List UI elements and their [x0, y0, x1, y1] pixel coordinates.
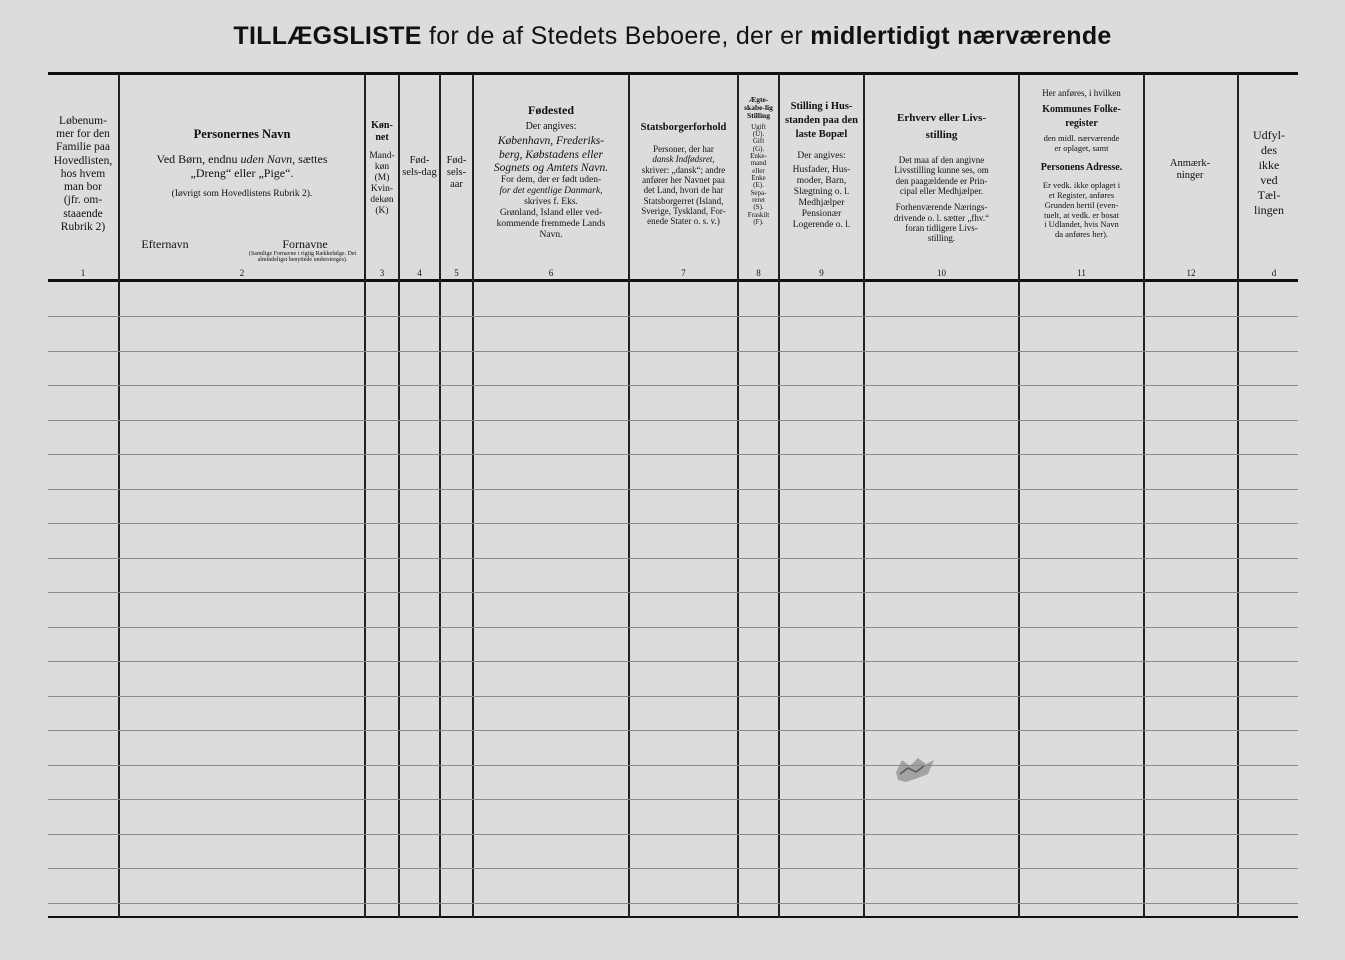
- col1-text: hos hvem: [60, 167, 106, 180]
- col10-text: Det maa af den angivne: [898, 155, 985, 165]
- col1-text: Løbenum-: [59, 115, 107, 127]
- col6-header: [474, 104, 628, 240]
- form-title: [0, 22, 1345, 51]
- col12-heading: Anmærk-ninger: [1169, 158, 1211, 182]
- col-number: 5: [454, 268, 459, 278]
- col-number: 3: [379, 268, 385, 278]
- col10-heading: Erhverv eller Livs-stilling: [897, 112, 986, 141]
- ruled-line: [48, 489, 1298, 490]
- col8-text: (S).: [753, 203, 764, 212]
- col8-text: Fraskilt: [747, 210, 770, 219]
- col3-text: (K): [375, 205, 389, 216]
- ruled-line: [48, 592, 1298, 593]
- col9-text: Husfader, Hus-: [792, 165, 851, 176]
- ruled-line: [48, 730, 1298, 731]
- col6-text: København, Frederiks-: [497, 135, 605, 148]
- bottom-rule: [48, 916, 1298, 918]
- cold-text: ikke: [1258, 158, 1280, 172]
- col6-text: For dem, der er født uden-: [500, 174, 602, 185]
- col7-text: Statsborgerret (Island,: [643, 195, 724, 206]
- col6-sub: Der angives:: [525, 120, 577, 132]
- col6-text: for det egentlige Danmark,: [499, 185, 603, 196]
- col4-heading: Fød-sels-dag: [402, 155, 437, 179]
- column-divider: [118, 74, 120, 918]
- col2-heading: Personernes Navn: [193, 127, 291, 141]
- col2-line1: [120, 153, 364, 167]
- col1-text: staaende: [63, 207, 103, 220]
- col9-text: Logerende o. l.: [792, 220, 851, 231]
- col8-text: reret: [752, 196, 765, 205]
- col6-heading: Fødested: [528, 103, 574, 117]
- cold-text: Udfyl-: [1253, 128, 1285, 142]
- col9-text: Pensionær: [801, 209, 842, 220]
- col9-heading: Stilling i Hus-standen paa den laste Bopæl: [785, 101, 858, 141]
- col2-fornavne: Fornavne: [282, 237, 328, 251]
- col3-text: dekøn: [370, 194, 394, 205]
- col11-text: Grunden hertil (even-: [1044, 199, 1119, 210]
- col10-text: Livsstilling kunne ses, om: [894, 165, 989, 176]
- col-number: 1: [80, 268, 86, 278]
- ruled-line: [48, 799, 1298, 800]
- col1-text: Hovedlisten,: [53, 154, 113, 167]
- cold-header: [1239, 128, 1299, 218]
- header-rule: [48, 279, 1298, 282]
- col7-text: enede Stater o. s. v.): [647, 216, 720, 227]
- cold-text: Tæl-: [1257, 188, 1281, 202]
- col11-text: Er vedk. ikke oplaget i: [1042, 180, 1121, 191]
- col7-text: det Land, hvori de har: [643, 185, 724, 196]
- col-number: 9: [819, 268, 824, 278]
- ruled-line: [48, 523, 1298, 524]
- column-divider: [398, 74, 400, 918]
- col2-text: uden Navn,: [240, 152, 296, 167]
- col10-text: drivende o. l. sætter „fhv.“: [893, 212, 990, 223]
- col11-text: da anføres her).: [1054, 229, 1109, 240]
- col8-text: (F).: [753, 218, 764, 227]
- ruled-line: [48, 385, 1298, 386]
- col1-header: [48, 115, 118, 234]
- col2-text: Ved Børn, endnu: [156, 152, 241, 167]
- col2-header: [120, 127, 364, 200]
- col1-text: (jfr. om-: [63, 194, 103, 207]
- col-number: 8: [756, 268, 761, 278]
- col6-text: Grønland, Island eller ved-: [499, 207, 603, 218]
- col-number: d: [1271, 268, 1277, 278]
- title-part3: midlertidigt nærværende: [810, 22, 1112, 50]
- ink-mark: [888, 752, 938, 786]
- col2-text: sættes: [295, 152, 328, 167]
- top-rule: [48, 72, 1298, 75]
- col-number: 11: [1077, 268, 1086, 278]
- col8-text: (E).: [753, 181, 764, 190]
- ruled-line: [48, 661, 1298, 662]
- col2-fornavne-note: (Samtlige Fornavne i rigtig Rækkefølge. Det almindeligst benyttede understreges).: [248, 251, 357, 263]
- col8-text: (G).: [752, 144, 765, 153]
- col3-heading: Køn-net: [371, 120, 393, 143]
- column-divider: [439, 74, 441, 918]
- col7-text: dansk Indfødsret,: [652, 154, 715, 165]
- col2-line2: „Dreng“ eller „Pige“.: [190, 166, 294, 181]
- col11-heading: Kommunes Folke-register: [1042, 104, 1121, 129]
- col8-header: [739, 96, 778, 226]
- col11-top: Her anføres, i hvilken: [1042, 88, 1121, 98]
- ruled-line: [48, 868, 1298, 869]
- col8-text: Gift: [752, 137, 765, 146]
- col9-header: [780, 100, 863, 231]
- ruled-line: [48, 316, 1298, 317]
- title-part1: TILLÆGSLISTE: [233, 22, 422, 50]
- col3-text: Mand-: [369, 151, 395, 161]
- col6-text: Sognets og Amtets Navn.: [493, 161, 609, 174]
- col-number: 10: [937, 268, 946, 278]
- col-number: 2: [239, 268, 245, 278]
- col8-text: Enke-: [750, 152, 767, 160]
- col6-text: berg, Købstadens eller: [498, 148, 604, 161]
- col7-header: [630, 122, 737, 227]
- col11-text: den midl. nærværende: [1043, 133, 1120, 144]
- col3-text: (M): [374, 172, 390, 183]
- col9-sub: Der angives:: [797, 150, 846, 161]
- col11-text: i Udlandet, hvis Navn: [1044, 219, 1119, 230]
- col1-text: man bor: [63, 181, 102, 194]
- col7-text: Personer, der har: [653, 144, 714, 155]
- col-number: 7: [681, 268, 686, 278]
- col5-heading: Fød-sels-aar: [446, 155, 467, 191]
- ruled-line: [48, 420, 1298, 421]
- col7-text: skriver: „dansk“; andre: [641, 164, 726, 175]
- col8-heading: Ægte-skabe-lig Stilling: [744, 95, 773, 120]
- ruled-line: [48, 903, 1298, 904]
- col-number: 4: [417, 268, 422, 278]
- col-number: 12: [1186, 268, 1196, 278]
- col9-text: Medhjælper: [798, 198, 845, 209]
- col10-text: cipal eller Medhjælper.: [899, 186, 984, 197]
- col1-text: mer for den: [56, 128, 110, 141]
- title-part2: for de af Stedets Beboere, der er: [428, 22, 803, 50]
- col7-heading: Statsborgerforhold: [640, 122, 727, 133]
- col6-text: kommende fremmede Lands: [496, 218, 606, 229]
- ruled-line: [48, 765, 1298, 766]
- col11-text: et Register, anføres: [1048, 190, 1115, 201]
- col3-header: [366, 120, 398, 217]
- col9-text: moder, Barn,: [796, 176, 847, 187]
- ruled-line: [48, 558, 1298, 559]
- col10-text: Forhenværende Nærings-: [895, 202, 988, 213]
- col8-text: Ugift: [751, 122, 766, 131]
- col8-text: eller: [752, 166, 765, 175]
- col9-text: Slægtning o. l.: [793, 187, 850, 198]
- cold-text: ved: [1260, 173, 1278, 187]
- ruled-line: [48, 351, 1298, 352]
- col-number: 6: [548, 268, 554, 278]
- col10-text: stilling.: [927, 233, 956, 244]
- col10-text: den paagældende er Prin-: [895, 175, 988, 186]
- col10-header: [865, 110, 1018, 244]
- col6-text: skrives f. Eks.: [524, 196, 578, 207]
- col11-heading2: Personens Adresse.: [1040, 161, 1123, 173]
- col6-text: Navn.: [539, 229, 563, 240]
- col1-text: Rubrik 2): [60, 220, 106, 233]
- col10-text: foran tidligere Livs-: [905, 223, 978, 234]
- col8-text: Sepa-: [750, 188, 767, 197]
- cold-text: des: [1261, 143, 1277, 157]
- col8-text: (U).: [752, 129, 765, 138]
- col2-efternavn: Efternavn: [141, 237, 189, 251]
- col2-line3: (Iøvrigt som Hovedlistens Rubrik 2).: [171, 188, 313, 199]
- col7-text: anfører her Navnet paa: [642, 175, 725, 186]
- col3-text: Kvin-: [370, 183, 394, 194]
- column-divider: [1143, 74, 1145, 918]
- col11-text: tuelt, at vedk. er bosat: [1043, 209, 1120, 220]
- ruled-line: [48, 627, 1298, 628]
- cold-text: lingen: [1254, 203, 1284, 217]
- col7-text: Sverige, Tyskland, For-: [641, 206, 726, 217]
- ruled-line: [48, 696, 1298, 697]
- col3-text: køn: [374, 161, 390, 172]
- col1-text: Familie paa: [56, 141, 110, 154]
- col8-text: mand: [750, 159, 767, 168]
- ruled-line: [48, 454, 1298, 455]
- ruled-line: [48, 834, 1298, 835]
- col11-text: er oplaget, samt: [1054, 143, 1109, 154]
- col11-header: [1020, 88, 1143, 240]
- col8-text: Enke: [751, 174, 766, 183]
